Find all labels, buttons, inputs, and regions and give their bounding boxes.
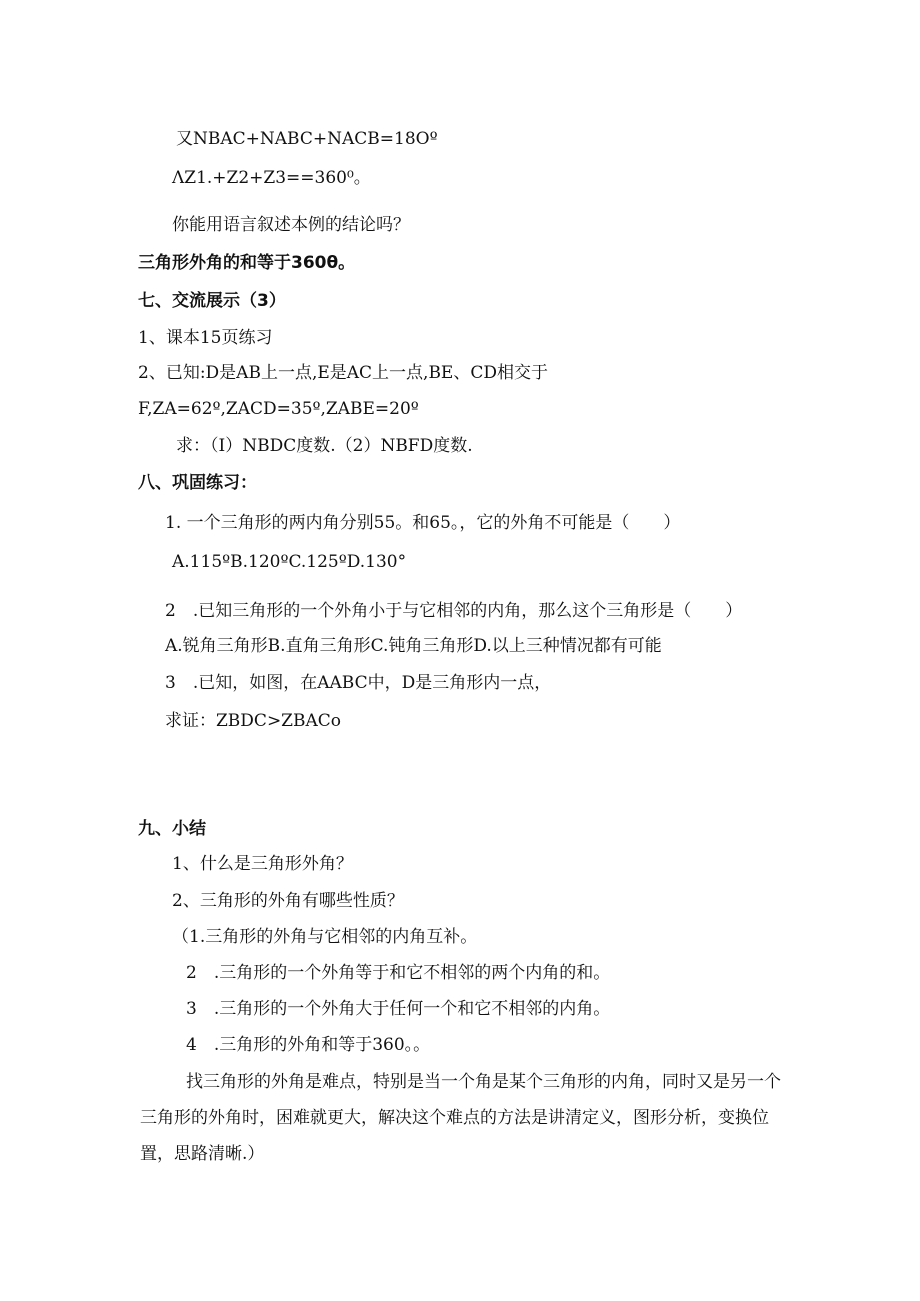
exercise-1: 1. 一个三角形的两内角分别55。和65。，它的外角不可能是（ ） <box>165 513 681 533</box>
summary-property-3: 3 .三角形的一个外角大于任何一个和它不相邻的内角。 <box>186 999 611 1019</box>
summary-question-1: 1、什么是三角形外角？ <box>172 854 353 874</box>
section-7-item-2: 2、已知:D是AB上一点,E是AC上一点,BE、CD相交于 <box>138 363 548 383</box>
summary-note-paragraph: 找三角形的外角是难点，特别是当一个角是某个三角形的内角，同时又是另一个三角形的外角时，困难就更大，解决这个难点的方法是讲清定义，图形分析，变换位置，思路清晰.） <box>140 1072 781 1164</box>
section-9-title: 九、小结 <box>138 819 206 839</box>
exercise-2-options: A.锐角三角形B.直角三角形C.钝角三角形D.以上三种情况都有可能 <box>165 636 662 656</box>
section-7-title: 七、交流展示（3） <box>138 291 286 311</box>
question-text: 你能用语言叙述本例的结论吗？ <box>172 215 410 235</box>
section-7-item-1: 1、课本15页练习 <box>138 328 273 348</box>
conclusion-text: 三角形外角的和等于360θ。 <box>138 253 356 273</box>
section-7-item-2-ask: 求：（I）NBDC度数.（2）NBFD度数. <box>176 436 473 456</box>
exercise-1-options: A.115ºB.120ºC.125ºD.130° <box>172 552 407 572</box>
section-8-title: 八、巩固练习： <box>138 473 257 493</box>
summary-property-4: 4 .三角形的外角和等于360。。 <box>186 1035 431 1055</box>
exercise-2: 2 .已知三角形的一个外角小于与它相邻的内角，那么这个三角形是（ ） <box>165 601 743 621</box>
summary-question-2: 2、三角形的外角有哪些性质？ <box>172 891 404 911</box>
summary-property-2: 2 .三角形的一个外角等于和它不相邻的两个内角的和。 <box>186 963 611 983</box>
section-7-item-2-given: F,ZA=62º,ZACD=35º,ZABE=20º <box>138 399 419 419</box>
exercise-3-proof: 求证：ZBDC>ZBACo <box>165 711 342 731</box>
summary-property-1: （1.三角形的外角与它相邻的内角互补。 <box>172 927 478 947</box>
exercise-3: 3 .已知，如图，在AABC中，D是三角形内一点， <box>165 673 552 693</box>
equation-exterior-sum: ΛZ1.+Z2+Z3==360⁰。 <box>172 168 371 188</box>
equation-angles-sum: 又NBAC+NABC+NACB=18Oº <box>176 129 438 149</box>
